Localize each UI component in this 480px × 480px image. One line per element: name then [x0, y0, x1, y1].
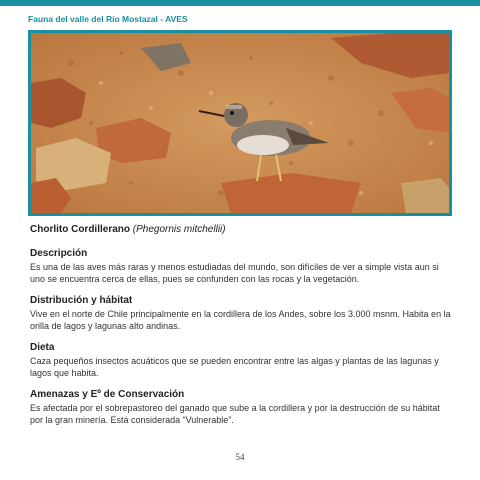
section-descripcion — [30, 248, 454, 285]
species-title — [30, 224, 226, 235]
page-number: 54 — [235, 452, 245, 462]
section-body: Es afectada por el sobrepastoreo del ganado que sube a la cordillera y por la destrucción de su hábitat por la gran minería. Está considerada “Vulnerable”. — [30, 403, 440, 425]
top-accent-bar — [0, 0, 480, 6]
section-body: Es una de las aves más raras y menos estudiadas del mundo, son difíciles de ver a simple vista aun si uno se encuentra cerca de ellas, pues se confunden con las rocas y la vegetación. — [30, 262, 439, 284]
section-distribucion — [30, 295, 454, 332]
species-common-name: Chorlito Cordillerano — [30, 224, 130, 235]
section-heading: Dieta — [30, 342, 55, 353]
section-heading: Amenazas y Eº de Conservación — [30, 389, 185, 400]
section-dieta — [30, 342, 454, 379]
bird-photo — [28, 30, 452, 216]
section-heading: Descripción — [30, 248, 88, 259]
page-header: Fauna del valle del Río Mostazal - AVES — [28, 14, 188, 24]
species-scientific-name: (Phegornis mitchellii) — [132, 224, 226, 235]
section-amenazas — [30, 389, 454, 426]
section-body: Caza pequeños insectos acuáticos que se pueden encontrar entre las algas y plantas de las lagunas y lagos que habita. — [30, 356, 439, 378]
section-body: Vive en el norte de Chile principalmente en la cordillera de los Andes, sobre los 3.000 msnm. Habita en la orilla de lagos y lagunas alto andinas. — [30, 309, 451, 331]
section-heading: Distribución y hábitat — [30, 295, 133, 306]
